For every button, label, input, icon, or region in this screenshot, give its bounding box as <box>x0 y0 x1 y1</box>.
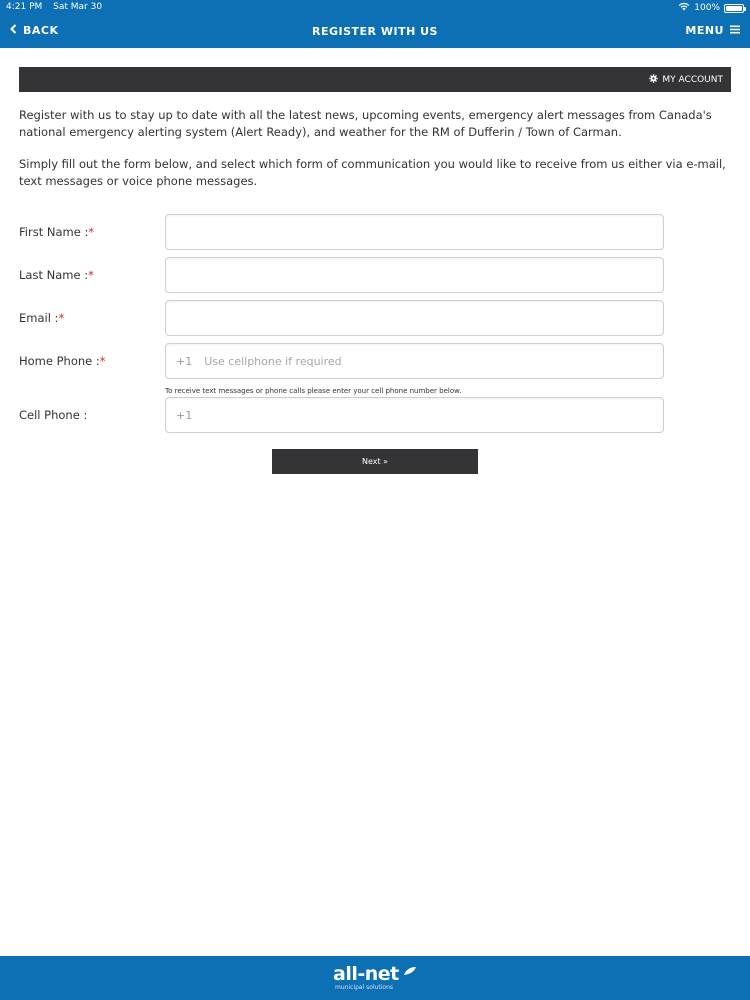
required-mark: * <box>88 268 94 282</box>
first-name-label: First Name :* <box>19 225 95 239</box>
required-mark: * <box>58 311 65 325</box>
last-name-field-wrapper <box>165 257 664 293</box>
first-name-field-wrapper <box>165 214 664 250</box>
menu-label: MENU <box>685 24 724 37</box>
next-button[interactable]: Next » <box>272 449 478 474</box>
top-bar <box>0 0 750 48</box>
logo-text: all-net <box>333 963 399 985</box>
email-input[interactable] <box>166 301 663 335</box>
required-mark: * <box>88 225 95 239</box>
logo-subtext: municipal solutions <box>335 984 394 991</box>
battery-percent: 100% <box>694 3 720 13</box>
last-name-label: Last Name :* <box>19 268 94 282</box>
cell-phone-label: Cell Phone : <box>19 408 88 422</box>
wifi-icon <box>678 2 690 14</box>
back-label: BACK <box>23 24 59 37</box>
all-net-logo <box>333 964 423 996</box>
home-phone-label: Home Phone :* <box>19 354 106 368</box>
battery-icon <box>724 4 744 13</box>
page-title: REGISTER WITH US <box>312 25 438 38</box>
my-account-link[interactable] <box>649 74 723 86</box>
status-bar <box>0 0 750 14</box>
cell-phone-field-wrapper <box>165 397 664 433</box>
home-phone-input[interactable] <box>192 344 663 378</box>
hamburger-icon <box>730 24 740 37</box>
last-name-input[interactable] <box>166 258 663 292</box>
email-field-wrapper <box>165 300 664 336</box>
footer <box>0 956 750 1000</box>
status-date: Sat Mar 30 <box>53 2 103 12</box>
first-name-input[interactable] <box>166 215 663 249</box>
email-label: Email :* <box>19 311 65 325</box>
cell-phone-prefix: +1 <box>176 408 193 422</box>
my-account-label: MY ACCOUNT <box>662 75 723 85</box>
required-mark: * <box>99 354 106 368</box>
cell-phone-hint: To receive text messages or phone calls please enter your cell phone number below. <box>165 387 462 395</box>
leaf-icon <box>403 966 417 976</box>
home-phone-field-wrapper <box>165 343 664 379</box>
intro-paragraph-2: Simply fill out the form below, and select which form of communication you would like to receive from us either via e-mail, text messages or voice phone messages. <box>19 157 726 188</box>
account-bar <box>19 67 731 92</box>
home-phone-prefix: +1 <box>176 354 193 368</box>
intro-text <box>19 107 735 189</box>
navigation-bar <box>0 18 750 44</box>
cell-phone-input[interactable] <box>192 398 663 432</box>
status-time: 4:21 PM <box>6 2 43 12</box>
menu-button[interactable] <box>685 24 740 37</box>
gear-icon <box>649 74 658 86</box>
intro-paragraph-1: Register with us to stay up to date with all the latest news, upcoming events, emergency alert messages from Canada's national emergency alerting system (Alert Ready), and weather for the RM of Dufferin / Town of Carman. <box>19 108 712 139</box>
